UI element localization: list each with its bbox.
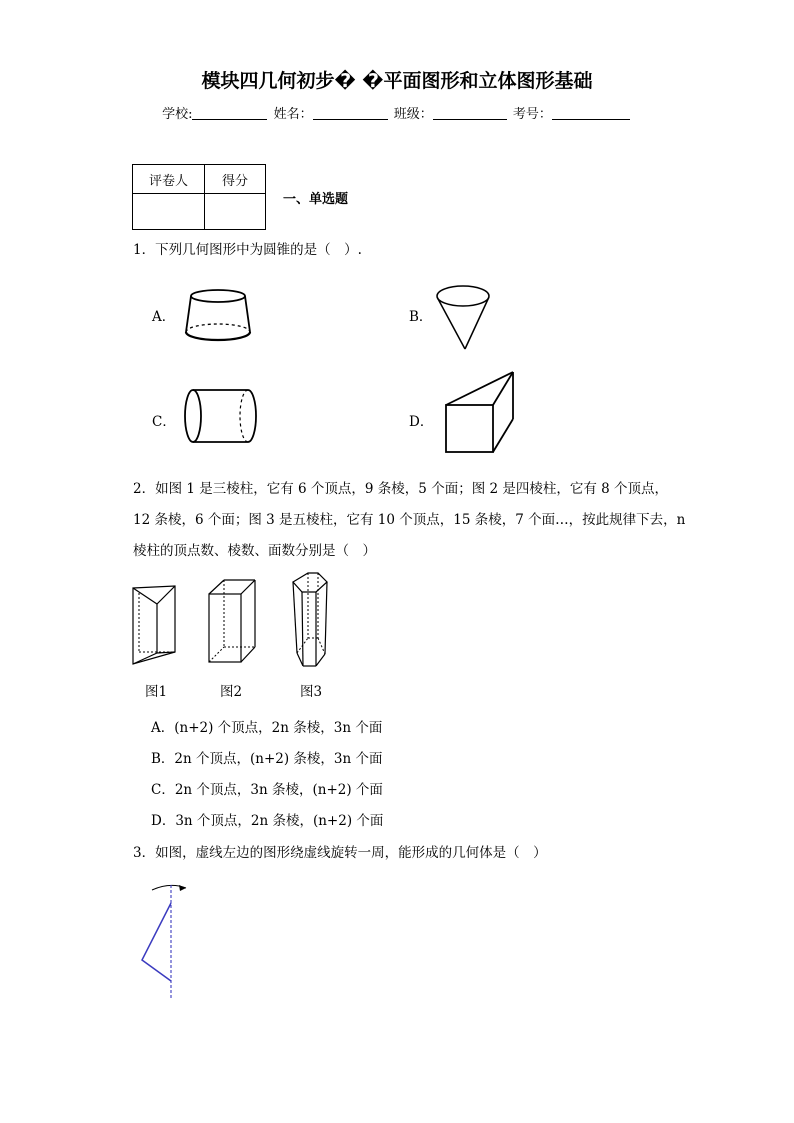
question-1-stem: 1．下列几何图形中为圆锥的是（ ）. xyxy=(133,242,362,258)
figure-caption-1: 图1 xyxy=(145,684,168,700)
student-info-line xyxy=(0,103,794,122)
q2-option-a: A．(n+2) 个顶点，2n 条棱，3n 个面 xyxy=(151,720,383,736)
triangular-prism-fig1 xyxy=(130,583,185,673)
question-2-line-2: 12 条棱，6 个面；图 3 是五棱柱，它有 10 个顶点，15 条棱，7 个面…，按此规律下去，n xyxy=(133,512,686,528)
score-table xyxy=(132,164,266,230)
figure-caption-2: 图2 xyxy=(220,684,243,700)
score-cell[interactable] xyxy=(205,194,266,230)
question-2-line-3: 棱柱的顶点数、棱数、面数分别是（ ） xyxy=(133,543,376,559)
class-label: 班级： xyxy=(393,107,433,122)
q1-option-c-label: C． xyxy=(152,414,176,430)
school-blank[interactable] xyxy=(192,107,267,120)
score-header: 得分 xyxy=(205,165,266,194)
question-3-stem: 3．如图，虚线左边的图形绕虚线旋转一周，能形成的几何体是（ ） xyxy=(133,845,547,861)
triangular-prism-figure xyxy=(442,369,522,459)
q1-option-a-label: A． xyxy=(152,309,176,325)
reviewer-header: 评卷人 xyxy=(133,165,205,194)
q1-option-d-label: D． xyxy=(409,414,434,430)
question-2-line-1: 2．如图 1 是三棱柱，它有 6 个顶点，9 条棱，5 个面；图 2 是四棱柱，它有 8 个顶点， xyxy=(133,481,669,497)
page-title: 模块四几何初步� �平面图形和立体图形基础 xyxy=(201,70,593,92)
reviewer-cell[interactable] xyxy=(133,194,205,230)
exam-no-label: 考号： xyxy=(512,107,552,122)
figure-caption-3: 图3 xyxy=(300,684,323,700)
q1-option-b-label: B． xyxy=(409,309,433,325)
school-label: 学校: xyxy=(162,107,193,122)
rotation-figure xyxy=(136,880,196,1005)
name-label: 姓名： xyxy=(273,107,313,122)
q2-option-d: D．3n 个顶点，2n 条棱，(n+2) 个面 xyxy=(151,813,384,829)
q2-option-c: C．2n 个顶点，3n 条棱，(n+2) 个面 xyxy=(151,782,383,798)
exam-no-blank[interactable] xyxy=(552,107,630,120)
q2-option-b: B．2n 个顶点，(n+2) 条棱，3n 个面 xyxy=(151,751,383,767)
pentagonal-prism-fig3 xyxy=(289,570,334,670)
section-heading: 一、单选题 xyxy=(283,192,349,207)
cylinder-figure xyxy=(182,388,262,448)
class-blank[interactable] xyxy=(433,107,507,120)
name-blank[interactable] xyxy=(313,107,388,120)
square-prism-fig2 xyxy=(206,577,261,667)
cone-figure xyxy=(434,284,494,354)
frustum-figure xyxy=(180,288,260,348)
